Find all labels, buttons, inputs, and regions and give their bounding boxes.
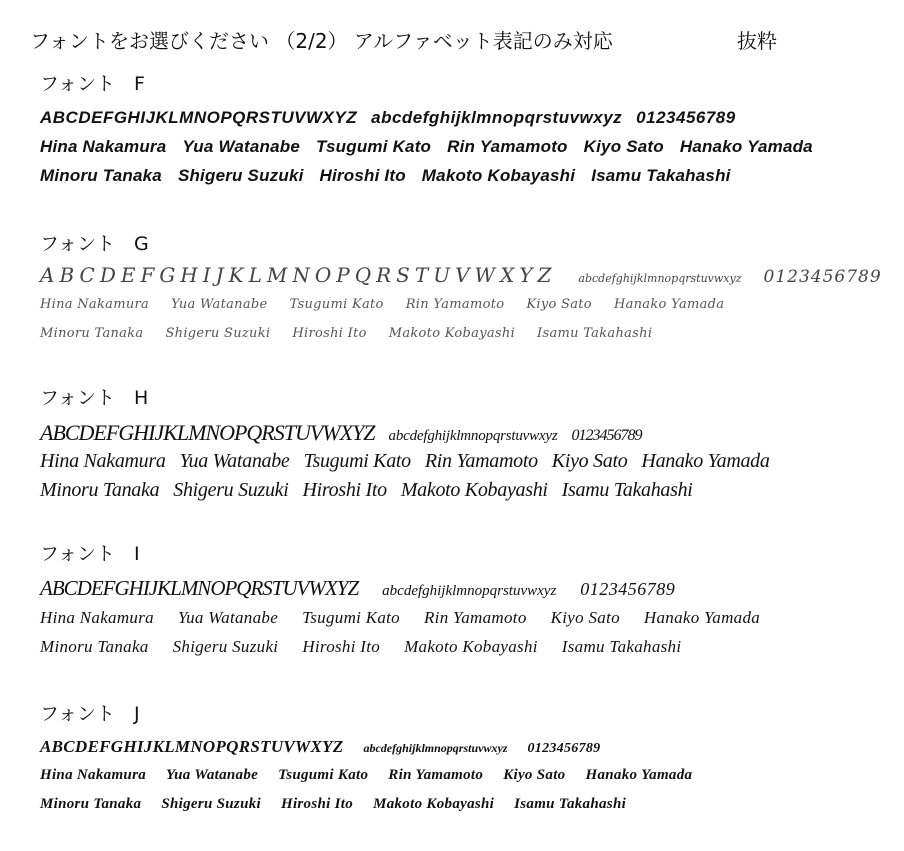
font-section-i <box>40 542 840 661</box>
name-sample: Shigeru Suzuki <box>177 166 304 185</box>
lowercase-sample: abcdefghijklmnopqrstuvwxyz <box>363 741 508 755</box>
name-sample: Shigeru Suzuki <box>173 479 289 501</box>
uppercase-sample: ABCDEFGHIJKLMNOPQRSTUVWXYZ <box>40 108 358 127</box>
name-sample-line <box>40 761 840 790</box>
digits-sample: 0123456789 <box>580 579 676 599</box>
name-sample: Yua Watanabe <box>177 608 279 627</box>
name-sample: Hina Nakamura <box>40 608 154 627</box>
name-sample: Isamu Takahashi <box>561 637 682 656</box>
name-sample: Shigeru Suzuki <box>161 796 261 812</box>
alphabet-sample-line <box>40 574 840 603</box>
name-sample: Makoto Kobayashi <box>404 637 538 656</box>
lowercase-sample: abcdefghijklmnopqrstuvwxyz <box>382 583 557 599</box>
name-sample: Minoru Tanaka <box>40 637 149 656</box>
name-sample: Rin Yamamoto <box>388 767 484 783</box>
name-sample-line <box>40 632 840 661</box>
alphabet-sample-line <box>40 261 882 290</box>
name-sample: Makoto Kobayashi <box>388 326 516 341</box>
alphabet-sample-line <box>40 103 840 132</box>
name-sample: Hanako Yamada <box>613 297 725 312</box>
name-sample: Minoru Tanaka <box>40 326 144 341</box>
name-sample: Hina Nakamura <box>40 297 150 312</box>
section-label: フォント F <box>40 73 145 95</box>
name-sample: Makoto Kobayashi <box>421 166 576 185</box>
name-sample: Hiroshi Ito <box>319 166 406 185</box>
name-sample: Isamu Takahashi <box>537 326 653 341</box>
name-sample-line <box>40 132 840 161</box>
name-sample: Tsugumi Kato <box>303 450 411 472</box>
name-sample: Hina Nakamura <box>40 137 167 156</box>
name-sample: Makoto Kobayashi <box>373 796 495 812</box>
name-sample: Hiroshi Ito <box>302 637 381 656</box>
name-sample: Isamu Takahashi <box>561 479 693 501</box>
name-sample: Hiroshi Ito <box>302 479 387 501</box>
page-title: フォントをお選びください （2/2） アルファベット表記のみ対応 <box>30 29 613 53</box>
font-section-h <box>40 386 840 505</box>
name-sample-line <box>40 603 840 632</box>
alphabet-sample-line <box>40 418 840 447</box>
uppercase-sample: ABCDEFGHIJKLMNOPQRSTUVWXYZ <box>40 263 557 287</box>
name-sample: Tsugumi Kato <box>289 297 384 312</box>
name-sample: Yua Watanabe <box>166 767 259 783</box>
font-section-f <box>40 72 840 190</box>
lowercase-sample: abcdefghijklmnopqrstuvwxyz <box>388 428 558 444</box>
section-label: フォント J <box>40 703 140 725</box>
name-sample: Hanako Yamada <box>679 137 813 156</box>
page-header <box>30 26 810 56</box>
name-sample: Kiyo Sato <box>551 450 628 472</box>
name-sample: Kiyo Sato <box>503 767 566 783</box>
name-sample: Hina Nakamura <box>40 450 166 472</box>
uppercase-sample: ABCDEFGHIJKLMNOPQRSTUVWXYZ <box>40 737 344 756</box>
section-label: フォント I <box>40 543 140 565</box>
name-sample: Hiroshi Ito <box>280 796 354 812</box>
name-sample: Tsugumi Kato <box>302 608 400 627</box>
name-sample-line <box>40 290 840 319</box>
name-sample: Hanako Yamada <box>641 450 770 472</box>
name-sample-line <box>40 447 840 476</box>
digits-sample: 0123456789 <box>636 108 736 127</box>
name-sample: Rin Yamamoto <box>424 450 538 472</box>
lowercase-sample: abcdefghijklmnopqrstuvwxyz <box>371 108 623 127</box>
name-sample: Rin Yamamoto <box>423 608 527 627</box>
name-sample: Shigeru Suzuki <box>165 326 271 341</box>
name-sample: Isamu Takahashi <box>591 166 731 185</box>
section-label: フォント G <box>40 233 149 255</box>
digits-sample: 0123456789 <box>571 427 642 444</box>
font-section-j <box>40 702 840 819</box>
name-sample: Hiroshi Ito <box>292 326 367 341</box>
name-sample: Isamu Takahashi <box>514 796 627 812</box>
digits-sample: 0123456789 <box>763 267 882 287</box>
name-sample: Kiyo Sato <box>550 608 620 627</box>
name-sample-line <box>40 161 840 190</box>
lowercase-sample: abcdefghijklmnopqrstuvwxyz <box>578 272 742 285</box>
name-sample: Tsugumi Kato <box>316 137 432 156</box>
name-sample: Shigeru Suzuki <box>172 637 279 656</box>
excerpt-note: 抜粋 <box>737 29 777 53</box>
uppercase-sample: ABCDEFGHIJKLMNOPQRSTUVWXYZ <box>40 576 359 600</box>
font-section-g <box>40 232 882 348</box>
digits-sample: 0123456789 <box>527 741 601 756</box>
uppercase-sample: ABCDEFGHIJKLMNOPQRSTUVWXYZ <box>40 420 375 445</box>
name-sample: Kiyo Sato <box>526 297 592 312</box>
name-sample: Yua Watanabe <box>179 450 290 472</box>
name-sample: Rin Yamamoto <box>447 137 568 156</box>
name-sample-line <box>40 790 840 819</box>
alphabet-sample-line <box>40 732 840 761</box>
name-sample: Hanako Yamada <box>643 608 761 627</box>
name-sample: Minoru Tanaka <box>40 479 160 501</box>
name-sample: Yua Watanabe <box>171 297 268 312</box>
name-sample: Minoru Tanaka <box>40 166 162 185</box>
name-sample: Hanako Yamada <box>585 767 693 783</box>
section-label: フォント H <box>40 387 149 409</box>
name-sample: Kiyo Sato <box>583 137 664 156</box>
name-sample-line <box>40 319 840 348</box>
name-sample-line <box>40 476 840 505</box>
name-sample: Yua Watanabe <box>182 137 301 156</box>
name-sample: Rin Yamamoto <box>405 297 505 312</box>
name-sample: Makoto Kobayashi <box>400 479 548 501</box>
name-sample: Hina Nakamura <box>40 767 147 783</box>
name-sample: Tsugumi Kato <box>278 767 369 783</box>
name-sample: Minoru Tanaka <box>40 796 142 812</box>
